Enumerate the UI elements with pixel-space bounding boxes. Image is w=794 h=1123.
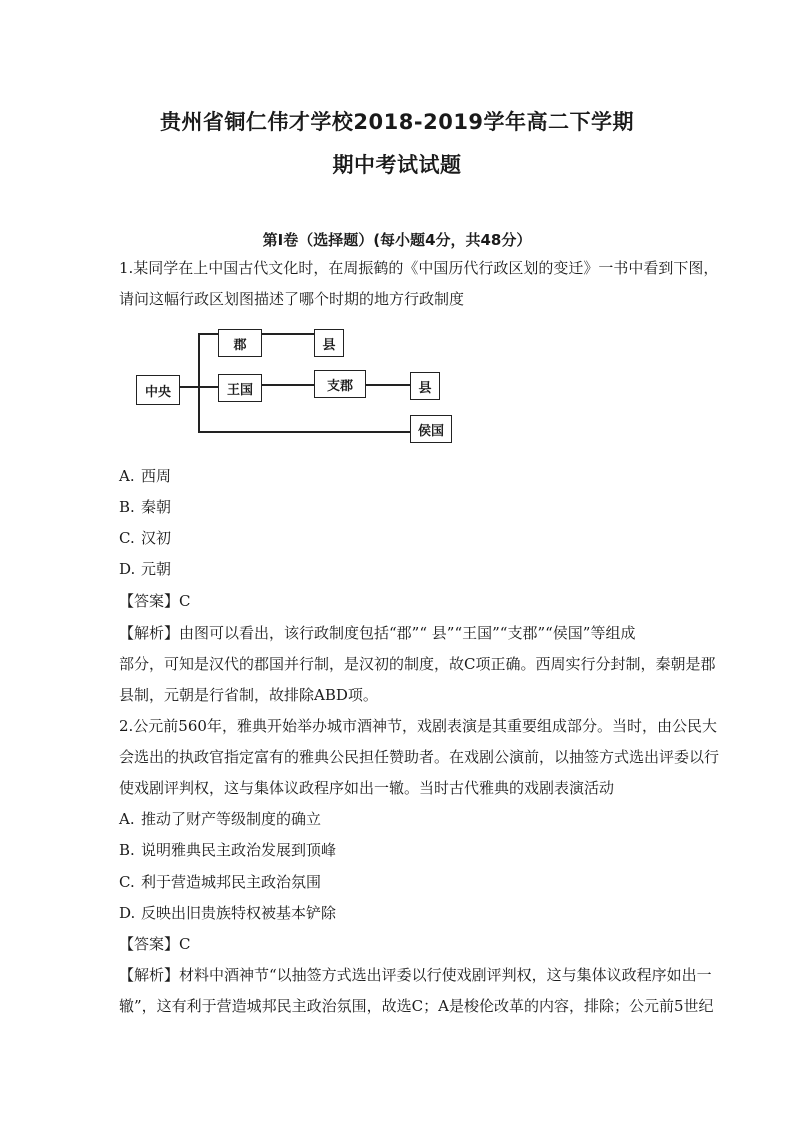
title-line-2: 期中考试试题 [332, 153, 462, 177]
q1-option-a [119, 466, 679, 486]
q1-option-d [119, 559, 679, 579]
title-line-1: 贵州省铜仁伟才学校2018-2019学年高二下学期 [159, 110, 635, 134]
q2-stem-line-1: 2.公元前560年，雅典开始举办城市酒神节，戏剧表演是其重要组成部分。当时，由公民大 [119, 717, 717, 735]
option-letter: A. [119, 467, 135, 485]
option-text: 推动了财产等级制度的确立 [141, 810, 322, 828]
option-letter: A. [119, 810, 135, 828]
q1-analysis-line-2: 部分，可知是汉代的郡国并行制，是汉初的制度，故C项正确。西周实行分封制，秦朝是郡 [119, 655, 716, 673]
diagram-box-xian-mid: 县 [410, 372, 440, 400]
option-text: 汉初 [141, 529, 172, 547]
administrative-diagram [130, 325, 460, 445]
diagram-box-wangguo: 王国 [218, 374, 262, 402]
diagram-houguo-connector [198, 431, 410, 433]
q2-answer: 【答案】C [119, 935, 191, 953]
diagram-jun-xian-connector [262, 333, 314, 335]
diagram-zhijun-xian-connector [366, 384, 410, 386]
q2-option-c [119, 872, 679, 892]
diagram-box-jun: 郡 [218, 329, 262, 357]
diagram-box-xian-top: 县 [314, 329, 344, 357]
q2-option-d [119, 903, 679, 923]
option-letter: D. [119, 560, 136, 578]
option-letter: B. [119, 841, 135, 859]
option-text: 元朝 [141, 560, 172, 578]
q1-answer: 【答案】C [119, 592, 191, 610]
q2-stem-line-2: 会选出的执政官指定富有的雅典公民担任赞助者。在戏剧公演前，以抽签方式选出评委以行 [119, 748, 720, 766]
diagram-box-center: 中央 [136, 375, 180, 405]
option-letter: D. [119, 904, 136, 922]
option-letter: C. [119, 529, 135, 547]
q1-analysis-line-3: 县制，元朝是行省制，故排除ABD项。 [119, 686, 378, 704]
q2-analysis-line-1: 【解析】材料中酒神节“以抽签方式选出评委以行使戏剧评判权，这与集体议政程序如出一 [119, 966, 712, 984]
option-text: 利于营造城邦民主政治氛围 [141, 873, 322, 891]
diagram-box-houguo: 侯国 [410, 415, 452, 443]
q1-stem-line-1: 1.某同学在上中国古代文化时，在周振鹤的《中国历代行政区划的变迁》一书中看到下图， [119, 259, 719, 277]
diagram-jun-connector [198, 333, 218, 335]
diagram-wangguo-zhijun-connector [262, 384, 314, 386]
option-text: 秦朝 [141, 498, 172, 516]
q1-stem-line-2: 请问这幅行政区划图描述了哪个时期的地方行政制度 [119, 290, 465, 308]
option-text: 西周 [141, 467, 172, 485]
q1-option-c [119, 528, 679, 548]
q1-option-b [119, 497, 679, 517]
option-letter: C. [119, 873, 135, 891]
q2-option-b [119, 840, 679, 860]
section-header: 第I卷（选择题）(每小题4分，共48分） [262, 231, 532, 249]
q2-stem-line-3: 使戏剧评判权，这与集体议政程序如出一辙。当时古代雅典的戏剧表演活动 [119, 779, 615, 797]
diagram-center-connector [180, 386, 218, 388]
diagram-trunk-line [198, 333, 200, 433]
q2-analysis-line-2: 辙”，这有利于营造城邦民主政治氛围，故选C；A是梭伦改革的内容，排除；公元前5世纪 [119, 997, 714, 1015]
q2-option-a [119, 809, 679, 829]
option-letter: B. [119, 498, 135, 516]
option-text: 说明雅典民主政治发展到顶峰 [141, 841, 337, 859]
option-text: 反映出旧贵族特权被基本铲除 [141, 904, 337, 922]
q1-analysis-line-1: 【解析】由图可以看出，该行政制度包括“郡”“ 县”“王国”“支郡”“侯国”等组成 [119, 624, 636, 642]
diagram-box-zhijun: 支郡 [314, 370, 366, 398]
